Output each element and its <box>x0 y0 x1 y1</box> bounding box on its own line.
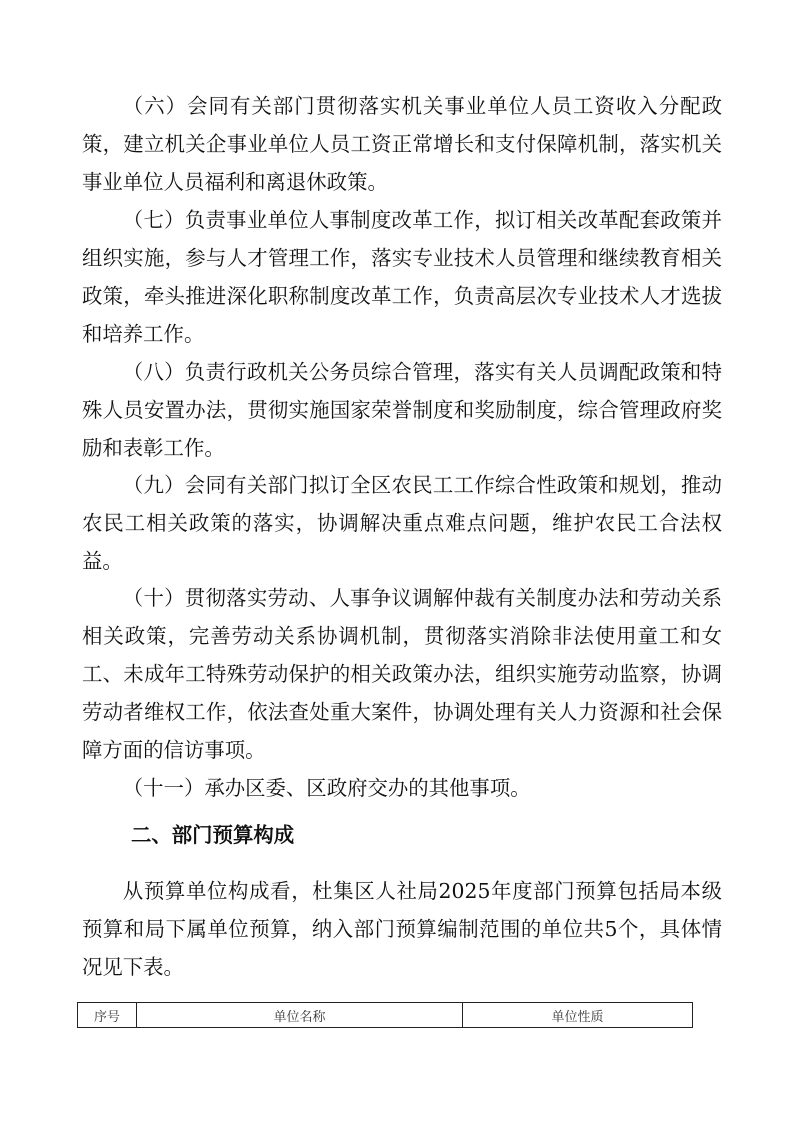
duty-paragraph-9: （九）会同有关部门拟订全区农民工工作综合性政策和规划，推动农民工相关政策的落实，协调解决重点难点问题，维护农民工合法权益。 <box>82 473 722 573</box>
section-intro-paragraph: 从预算单位构成看，杜集区人社局2025年度部门预算包括局本级预算和局下属单位预算，纳入部门预算编制范围的单位共5个，具体情况见下表。 <box>82 879 722 979</box>
column-header-unit-name: 单位名称 <box>137 1003 463 1028</box>
duty-paragraph-10: （十）贯彻落实劳动、人事争议调解仲裁有关制度办法和劳动关系相关政策，完善劳动关系协调机制，贯彻落实消除非法使用童工和女工、未成年工特殊劳动保护的相关政策办法，组织实施劳动监察，协调劳动者维权工作，依法查处重大案件，协调处理有关人力资源和社会保障方面的信访事项。 <box>82 586 722 762</box>
table-header-row <box>78 1003 693 1028</box>
duty-paragraph-6: （六）会同有关部门贯彻落实机关事业单位人员工资收入分配政策，建立机关企事业单位人员工资正常增长和支付保障机制，落实机关事业单位人员福利和离退休政策。 <box>82 94 722 194</box>
column-header-unit-type: 单位性质 <box>463 1003 693 1028</box>
budget-units-table <box>77 1002 693 1028</box>
duty-paragraph-8: （八）负责行政机关公务员综合管理，落实有关人员调配政策和特殊人员安置办法，贯彻实施国家荣誉制度和奖励制度，综合管理政府奖励和表彰工作。 <box>82 360 722 460</box>
column-header-index: 序号 <box>78 1003 137 1028</box>
duty-paragraph-7: （七）负责事业单位人事制度改革工作，拟订相关改革配套政策并组织实施，参与人才管理工作，落实专业技术人员管理和继续教育相关政策，牵头推进深化职称制度改革工作，负责高层次专业技术人才选拔和培养工作。 <box>82 208 722 346</box>
section-heading: 二、部门预算构成 <box>131 823 295 847</box>
duty-paragraph-11: （十一）承办区委、区政府交办的其他事项。 <box>122 776 531 800</box>
